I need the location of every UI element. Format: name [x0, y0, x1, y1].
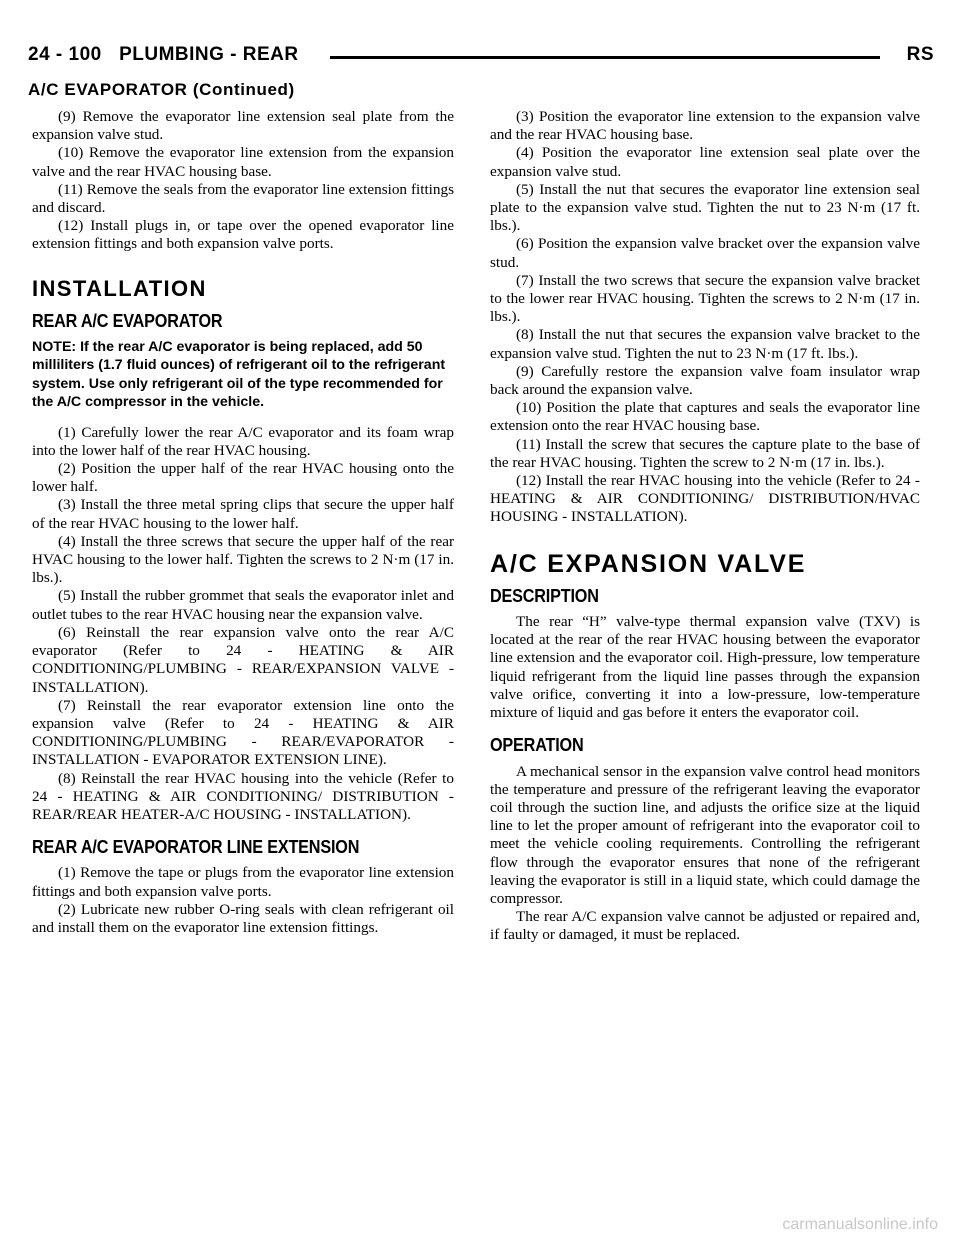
paragraph: (5) Install the rubber grommet that seals the evaporator inlet and outlet tubes to the rear HVAC housing near the expansion valve.	[32, 587, 454, 623]
paragraph: A mechanical sensor in the expansion valve control head monitors the temperature and pressure of the refrigerant leaving the evaporator coil through the suction line, and adjusts the orifice size at the liquid line to let the proper amount of refrigerant into the evaporator coil to meet the vehicle cooling requirements. Controlling the refrigerant flow through the evaporator ensures that none of the refrigerant leaving the evaporator is still in a liquid state, which could damage the compressor.	[490, 762, 920, 907]
watermark: carmanualsonline.info	[782, 1216, 938, 1233]
paragraph: (3) Position the evaporator line extension to the expansion valve and the rear HVAC housing base.	[490, 108, 920, 144]
paragraph: (3) Install the three metal spring clips that secure the upper half of the rear HVAC housing to the lower half.	[32, 496, 454, 532]
paragraph: (2) Position the upper half of the rear HVAC housing onto the lower half.	[32, 460, 454, 496]
paragraph: (6) Reinstall the rear expansion valve onto the rear A/C evaporator (Refer to 24 - HEATING & AIR CONDITIONING/PLUMBING - REAR/EXPANSION VALVE - INSTALLATION).	[32, 623, 454, 696]
left-column	[32, 108, 454, 937]
header-section-title: 24 - 100 PLUMBING - REAR	[28, 44, 299, 65]
paragraph: (4) Install the three screws that secure the upper half of the rear HVAC housing to the lower half. Tighten the screws to 2 N·m (17 in. lbs.).	[32, 532, 454, 587]
paragraph: (9) Remove the evaporator line extension seal plate from the expansion valve stud.	[32, 108, 454, 144]
paragraph: (10) Position the plate that captures and seals the evaporator line extension onto the rear HVAC housing base.	[490, 399, 920, 435]
continued-title: A/C EVAPORATOR (Continued)	[28, 80, 295, 99]
paragraph: (7) Reinstall the rear evaporator extension line onto the expansion valve (Refer to 24 - HEATING & AIR CONDITIONING/PLUMBING - REAR/EVAPORATOR - INSTALLATION - EVAPORATOR EXTENSION LINE).	[32, 696, 454, 769]
heading-rear-evaporator: REAR A/C EVAPORATOR	[32, 310, 223, 331]
paragraph: The rear A/C expansion valve cannot be adjusted or repaired and, if faulty or damaged, it must be replaced.	[490, 908, 920, 944]
paragraph: (11) Remove the seals from the evaporator line extension fittings and discard.	[32, 180, 454, 217]
paragraph: (1) Carefully lower the rear A/C evaporator and its foam wrap into the lower half of the rear HVAC housing.	[32, 423, 454, 459]
paragraph: (8) Install the nut that secures the expansion valve bracket to the expansion valve stud. Tighten the nut to 23 N·m (17 ft. lbs.).	[490, 326, 920, 362]
paragraph: (1) Remove the tape or plugs from the evaporator line extension fittings and both expansion valve ports.	[32, 864, 454, 900]
paragraph: (6) Position the expansion valve bracket over the expansion valve stud.	[490, 235, 920, 271]
paragraph: (9) Carefully restore the expansion valve foam insulator wrap back around the expansion valve.	[490, 362, 920, 399]
heading-operation: OPERATION	[490, 735, 584, 756]
heading-installation: INSTALLATION	[32, 275, 207, 301]
paragraph: The rear “H” valve-type thermal expansion valve (TXV) is located at the rear of the rear HVAC housing between the evaporator line extension and the evaporator coil. High-pressure, low temperature liquid refrigerant from the liquid line passes through the expansion valve orifice, converting it into a low-pressure, low-temperature mixture of liquid and gas before it enters the evaporator coil.	[490, 613, 920, 722]
paragraph: (7) Install the two screws that secure the expansion valve bracket to the lower rear HVAC housing. Tighten the screws to 2 N·m (17 in. lbs.).	[490, 271, 920, 326]
header-model-code: RS	[906, 44, 934, 65]
paragraph: (4) Position the evaporator line extension seal plate over the expansion valve stud.	[490, 144, 920, 180]
paragraph: (11) Install the screw that secures the capture plate to the base of the rear HVAC housing. Tighten the screw to 2 N·m (17 in. lbs.).	[490, 435, 920, 471]
header-rule	[330, 56, 880, 59]
paragraph: (8) Reinstall the rear HVAC housing into the vehicle (Refer to 24 - HEATING & AIR CONDITIONING/ DISTRIBUTION - REAR/REAR HEATER-A/C HOUSING - INSTALLATION).	[32, 769, 454, 823]
note-text: NOTE: If the rear A/C evaporator is being replaced, add 50 milliliters (1.7 fluid ounces) of refrigerant oil to the refrigerant system. Use only refrigerant oil of the type recommended for the A/C compressor in the vehicle.	[32, 339, 446, 411]
heading-description: DESCRIPTION	[490, 585, 599, 606]
paragraph: (5) Install the nut that secures the evaporator line extension seal plate to the expansion valve stud. Tighten the nut to 23 N·m (17 ft. lbs.).	[490, 180, 920, 235]
paragraph: (12) Install the rear HVAC housing into the vehicle (Refer to 24 - HEATING & AIR CONDITIONING/ DISTRIBUTION/HVAC HOUSING - INSTALLATION).	[490, 472, 920, 526]
paragraph: (12) Install plugs in, or tape over the opened evaporator line extension fittings and both expansion valve ports.	[32, 217, 454, 253]
paragraph: (2) Lubricate new rubber O-ring seals with clean refrigerant oil and install them on the evaporator line extension fittings.	[32, 900, 454, 936]
heading-line-extension: REAR A/C EVAPORATOR LINE EXTENSION	[32, 837, 360, 858]
page-header	[28, 44, 934, 78]
right-column	[490, 108, 920, 945]
paragraph: (10) Remove the evaporator line extension from the expansion valve and the rear HVAC housing base.	[32, 144, 454, 180]
heading-expansion-valve: A/C EXPANSION VALVE	[490, 549, 807, 578]
